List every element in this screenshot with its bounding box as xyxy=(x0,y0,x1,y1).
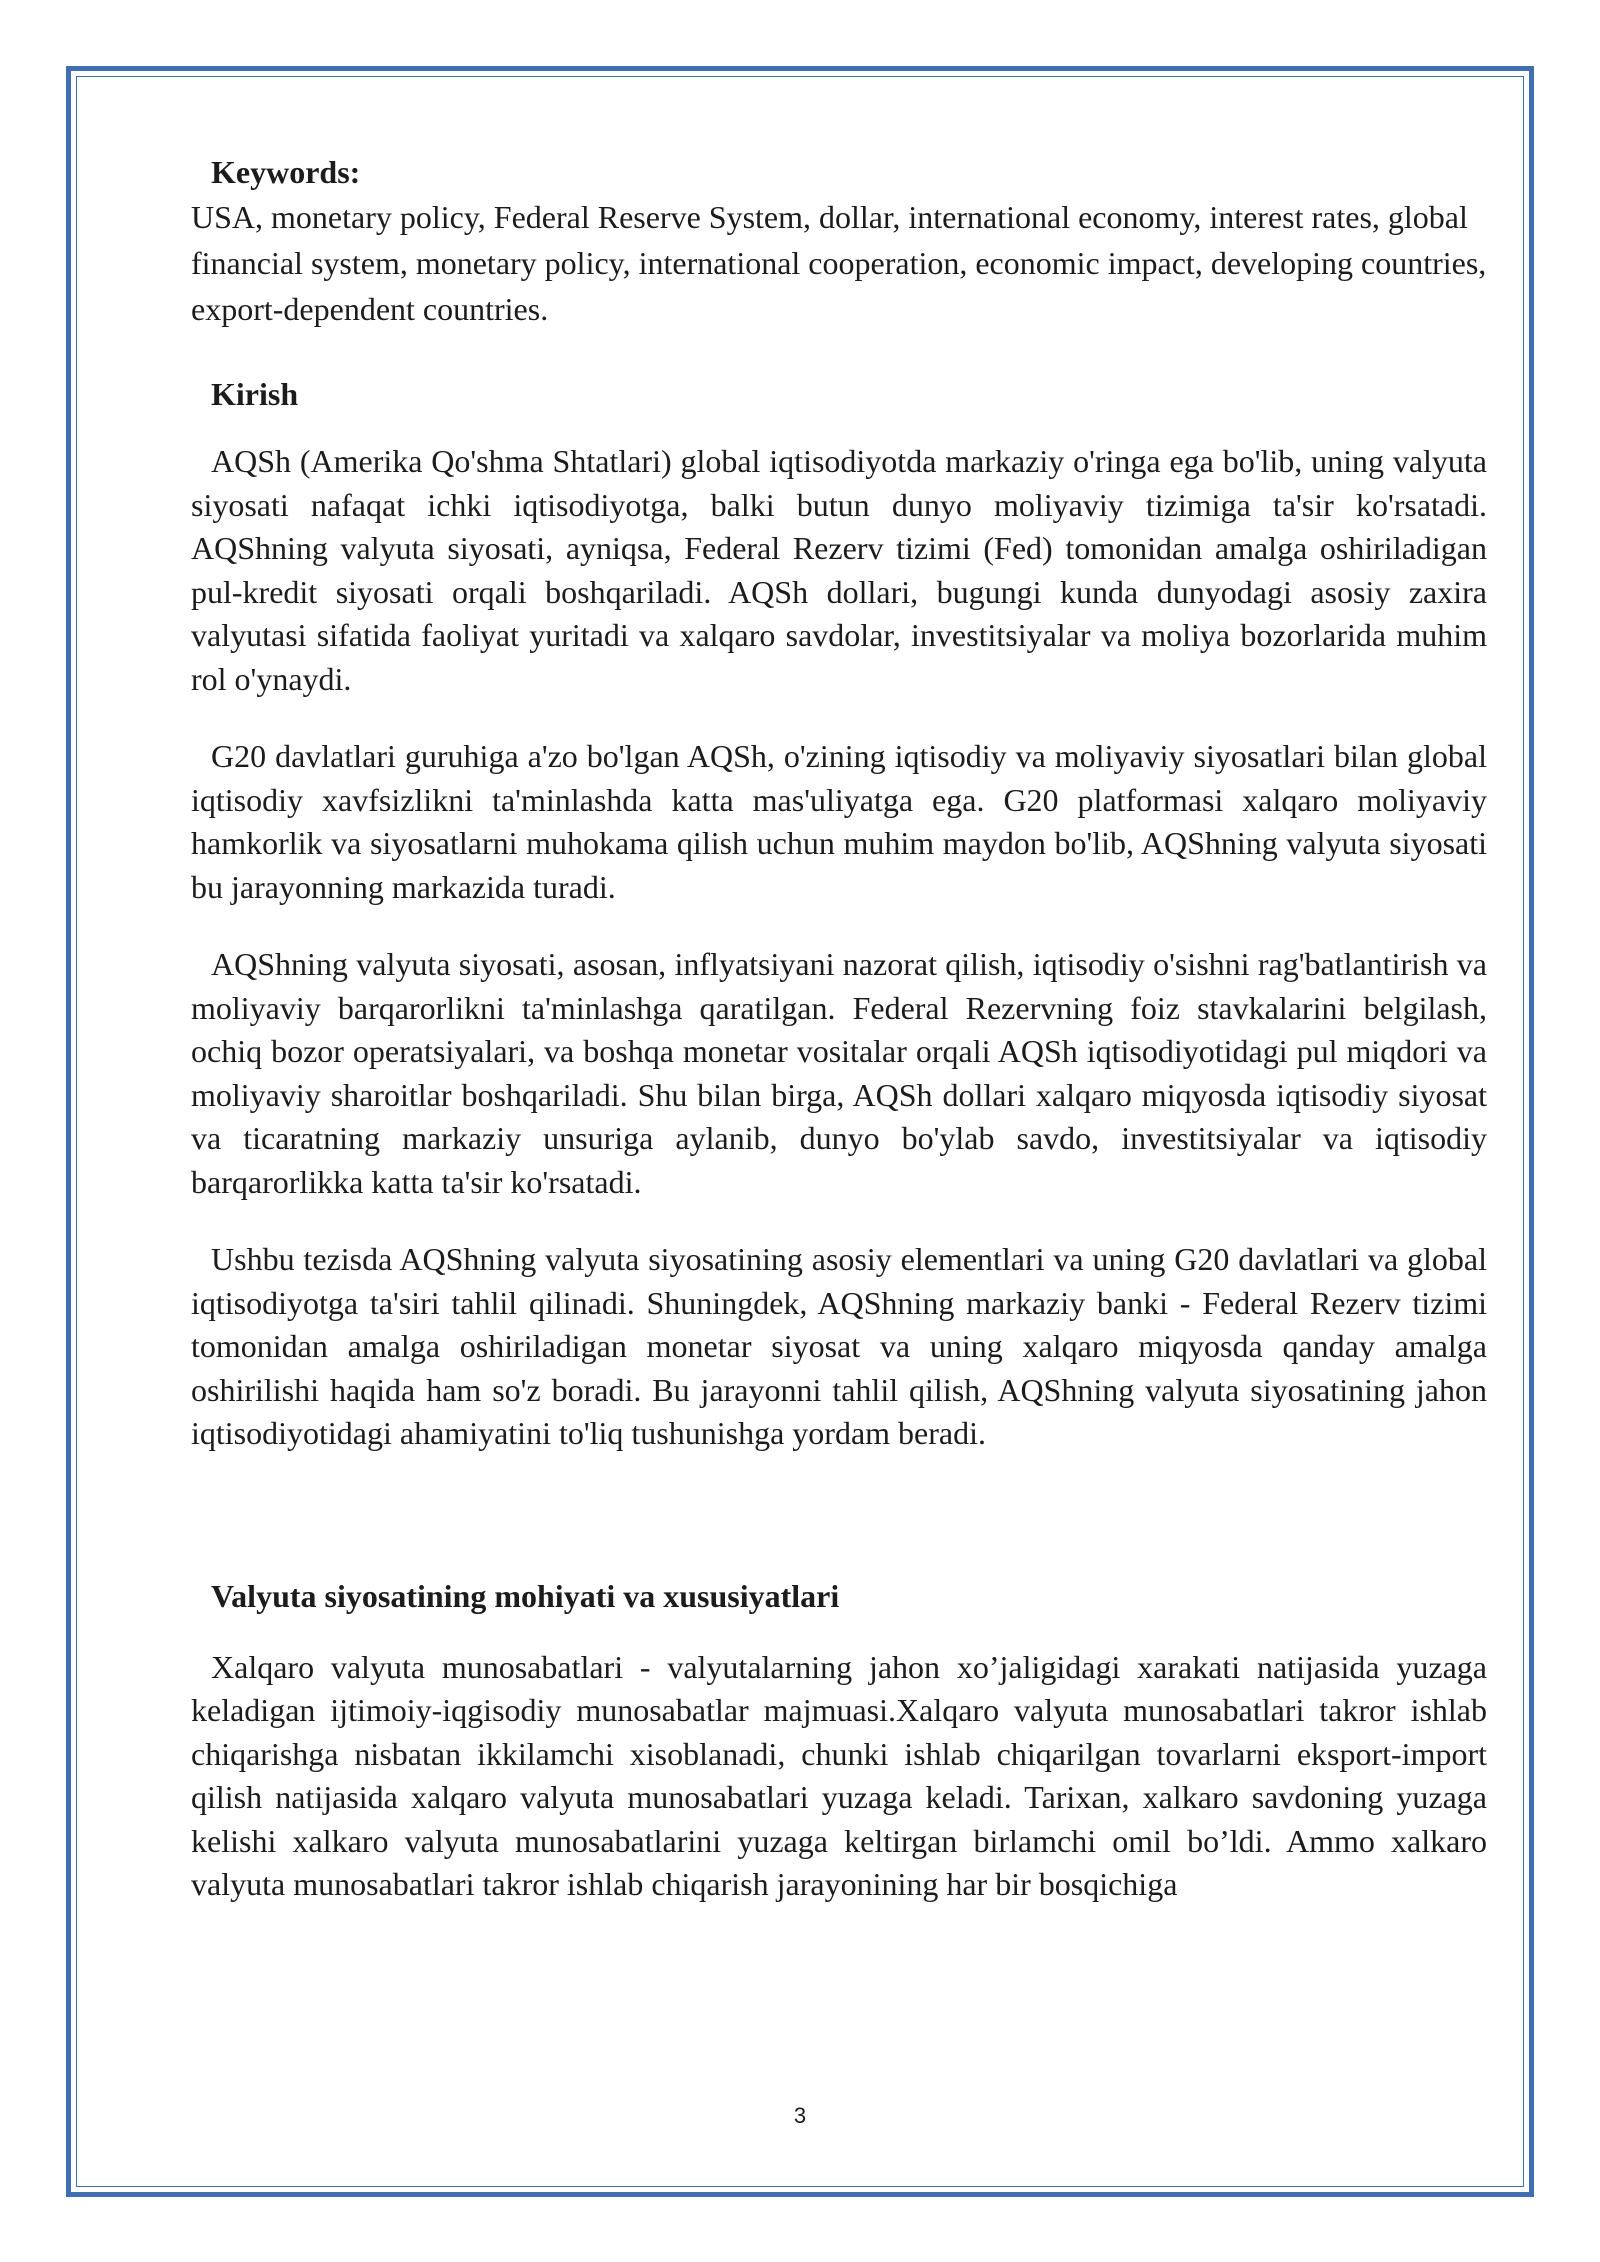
section-heading: Valyuta siyosatining mohiyati va xususiyatlari xyxy=(211,1577,840,1614)
intro-paragraph-2: G20 davlatlari guruhiga a'zo bo'lgan AQSh, o'zining iqtisodiy va moliyaviy siyosatlari bilan global iqtisodiy xavfsizlikni ta'minlashda katta mas'uliyatga ega. G20 platformasi xalqaro moliyaviy hamkorlik va siyosatlarni muhokama qilish uchun muhim maydon bo'lib, AQShning valyuta siyosati bu jarayonning markazida turadi. xyxy=(191,738,1487,905)
intro-paragraph-4: Ushbu tezisda AQShning valyuta siyosatining asosiy elementlari va uning G20 davlatlari va global iqtisodiyotga ta'siri tahlil qilinadi. Shuningdek, AQShning markaziy banki - Federal Rezerv tizimi tomonidan amalga oshiriladigan monetar siyosat va uning xalqaro miqyosda qanday amalga oshirilishi haqida ham so'z boradi. Bu jarayonni tahlil qilish, AQShning valyuta siyosatining jahon iqtisodiyotidagi ahamiyatini to'liq tushunishga yordam beradi. xyxy=(191,1241,1487,1451)
keywords-text: USA, monetary policy, Federal Reserve System, dollar, international economy, interest rates, global financial system, monetary policy, international cooperation, economic impact, developing countries, export-dependent countries. xyxy=(191,199,1487,327)
page-number: 3 xyxy=(793,2103,807,2128)
intro-paragraph-3: AQShning valyuta siyosati, asosan, inflyatsiyani nazorat qilish, iqtisodiy o'sishni rag'batlantirish va moliyaviy barqarorlikni ta'minlashga qaratilgan. Federal Rezervning foiz stavkalarini belgilash, ochiq bozor operatsiyalari, va boshqa monetar vositalar orqali AQSh iqtisodiyotidagi pul miqdori va moliyaviy sharoitlar boshqariladi. Shu bilan birga, AQSh dollari xalqaro miqyosda iqtisodiy siyosat va ticaratning markaziy unsuriga aylanib, dunyo bo'ylab savdo, investitsiyalar va iqtisodiy barqarorlikka katta ta'sir ko'rsatadi. xyxy=(191,946,1487,1200)
page-content xyxy=(191,150,1487,1907)
section-paragraph: Xalqaro valyuta munosabatlari - valyutalarning jahon xo’jaligidagi xarakati natijasida yuzaga keladigan ijtimoiy-iqgisodiy munosabatlar majmuasi.Xalqaro valyuta munosabatlari takror ishlab chiqarishga nisbatan ikkilamchi xisoblanadi, chunki ishlab chiqarilgan tovarlarni eksport-import qilish natijasida xalqaro valyuta munosabatlari yuzaga keladi. Tarixan, xalkaro savdoning yuzaga kelishi xalkaro valyuta munosabatlarini yuzaga keltirgan birlamchi omil bo’ldi. Ammo xalkaro valyuta munosabatlari takror ishlab chiqarish jarayonining har bir bosqichiga xyxy=(191,1648,1487,1902)
keywords-heading: Keywords: xyxy=(211,154,361,190)
intro-heading: Kirish xyxy=(211,376,299,412)
intro-paragraph-1: AQSh (Amerika Qo'shma Shtatlari) global iqtisodiyotda markaziy o'ringa ega bo'lib, uning valyuta siyosati nafaqat ichki iqtisodiyotga, balki butun dunyo moliyaviy tizimiga ta'sir ko'rsatadi. AQShning valyuta siyosati, ayniqsa, Federal Rezerv tizimi (Fed) tomonidan amalga oshiriladigan pul-kredit siyosati orqali boshqariladi. AQSh dollari, bugungi kunda dunyodagi asosiy zaxira valyutasi sifatida faoliyat yuritadi va xalqaro savdolar, investitsiyalar va moliya bozorlarida muhim rol o'ynaydi. xyxy=(191,443,1487,697)
